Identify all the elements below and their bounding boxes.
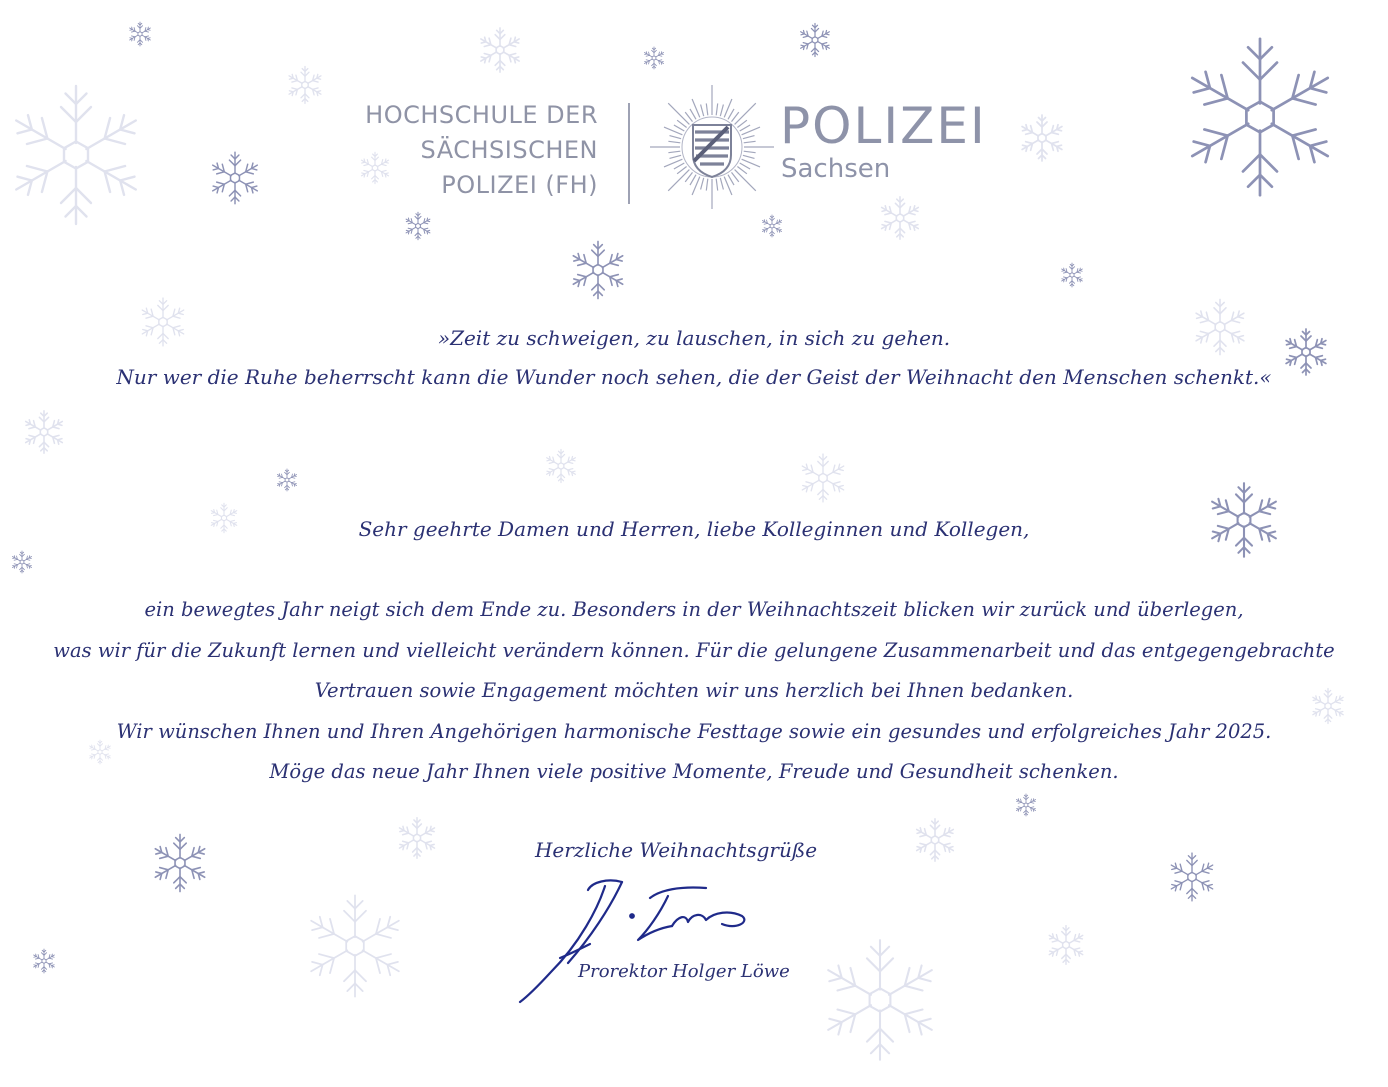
brand-subtitle: Sachsen	[781, 154, 891, 184]
institution-name-line: HOCHSCHULE DER	[365, 101, 598, 129]
brand-title: POLIZEI	[780, 97, 987, 155]
snowflake-icon	[395, 816, 439, 860]
snowflake-icon	[31, 948, 57, 974]
quote-line: Nur wer die Ruhe beherrscht kann die Wunder noch sehen, die der Geist der Weihnacht den Menschen schenkt.«	[116, 365, 1272, 389]
christmas-quote	[40, 319, 1348, 397]
body-line: was wir für die Zukunft lernen und vielleicht verändern können. Für die gelungene Zusammenarbeit und das entgegengebrachte	[53, 638, 1335, 662]
snowflake-icon	[797, 452, 849, 504]
body-line: Vertrauen sowie Engagement möchten wir uns herzlich bei Ihnen bedanken.	[314, 679, 1074, 702]
snowflake-icon	[300, 891, 410, 1001]
letterhead	[0, 0, 1388, 250]
quote-line: »Zeit zu schweigen, zu lauschen, in sich zu gehen.	[437, 326, 951, 350]
snowflake-icon	[1059, 262, 1085, 288]
institution-name-line: SÄCHSISCHEN	[420, 136, 598, 164]
snowflake-icon	[815, 935, 945, 1065]
snowflake-icon	[543, 448, 579, 484]
handwritten-signature	[510, 868, 760, 1013]
signer-name: Prorektor Holger Löwe	[578, 961, 790, 982]
snowflake-icon	[149, 832, 211, 894]
closing-phrase: Herzliche Weihnachtsgrüße	[534, 838, 818, 862]
body-line: Wir wünschen Ihnen und Ihren Angehörigen harmonische Festtage sowie ein gesundes und erfolgreiches Jahr 2025.	[116, 719, 1272, 743]
snowflake-icon	[10, 550, 34, 574]
snowflake-icon	[275, 468, 299, 492]
snowflake-icon	[912, 817, 958, 863]
salutation: Sehr geehrte Damen und Herren, liebe Kolleginnen und Kollegen,	[358, 517, 1030, 541]
snowflake-icon	[1014, 793, 1038, 817]
police-star-icon	[650, 82, 774, 217]
institution-name	[340, 98, 598, 203]
body-line: Möge das neue Jahr Ihnen viele positive Momente, Freude und Gesundheit schenken.	[269, 760, 1119, 783]
body-line: ein bewegtes Jahr neigt sich dem Ende zu. Besonders in der Weihnachtszeit blicken wir zurück und überlegen,	[144, 598, 1244, 621]
snowflake-icon	[21, 409, 67, 455]
institution-name-line: POLIZEI (FH)	[441, 171, 598, 199]
letter-body	[10, 590, 1378, 793]
snowflake-icon	[1166, 851, 1218, 903]
snowflake-icon	[1045, 924, 1087, 966]
letterhead-divider	[628, 103, 630, 204]
